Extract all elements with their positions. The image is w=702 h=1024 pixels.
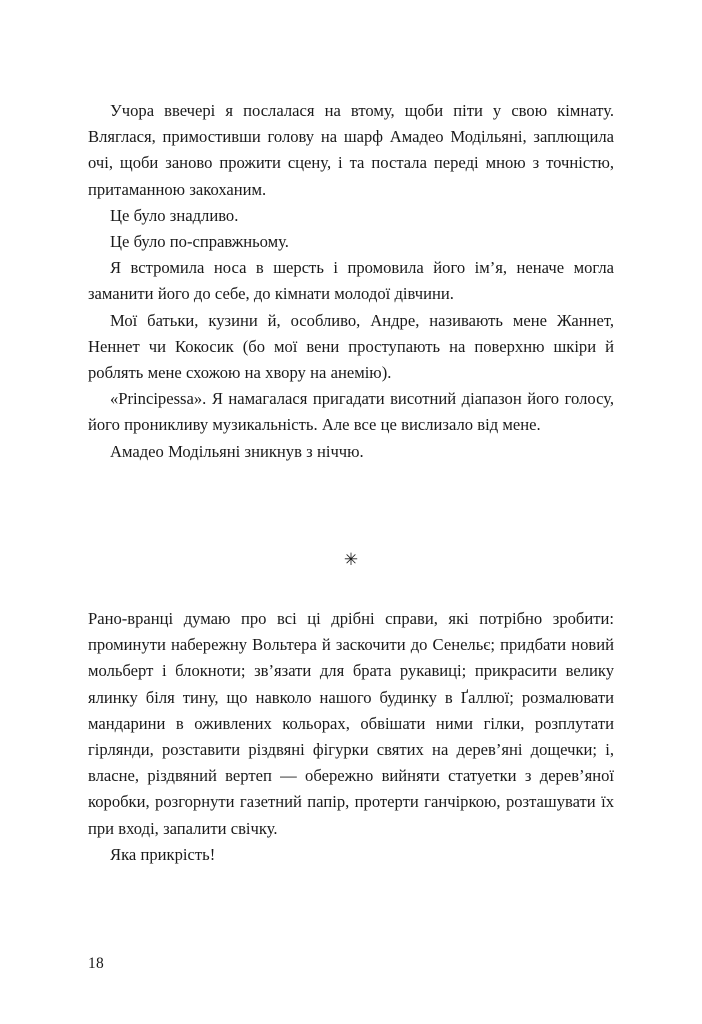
paragraph: Мої батьки, кузини й, особливо, Андре, називають мене Жаннет, Неннет чи Кокосик (бо мої вени проступають на поверхню шкіри й роблять мене схожою на хвору на анемію). <box>88 310 614 383</box>
paragraph: Амадео Модільяні зникнув з ніччю. <box>110 441 364 461</box>
paragraph: Рано-вранці думаю про всі ці дрібні справи, які потрібно зробити: проминути набережну Вольтера й заскочити до Сенельє; придбати новий мольберт і блокноти; зв’язати для брата рукавиці; прикрасити велику ялинку біля тину, що навколо нашого будинку в Ґаллюї; розмалювати мандарини в оживлених кольорах, обвішати ними гілки, розплутати гірлянди, розставити різдвяні фігурки святих на дерев’яні дощечки; і, власне, різдвяний вертеп — обережно вийняти статуетки з дерев’яної коробки, розгорнути газетний папір, протерти ганчіркою, розташувати їх при вході, запалити свічку. <box>88 609 614 838</box>
page-number: 18 <box>88 955 105 972</box>
asterisk-section-break: ✳ <box>343 550 359 569</box>
paragraph: Я встромила носа в шерсть і промовила його ім’я, неначе могла заманити його до себе, до кімнати молодої дівчини. <box>88 258 614 304</box>
paragraph: Це було по-справжньому. <box>110 232 289 252</box>
section-one <box>88 98 614 465</box>
paragraph: Яка прикрість! <box>110 844 216 864</box>
paragraph: Це було знадливо. <box>110 205 239 225</box>
paragraph: Учора ввечері я послалася на втому, щоби піти у свою кімнату. Вляглася, примостивши голову на шарф Амадео Модільяні, заплющила очі, щоби заново прожити сцену, і та постала переді мною з точністю, притаманною закоханим. <box>88 101 614 199</box>
page-text-block <box>88 98 614 864</box>
paragraph: «Principessa». Я намагалася пригадати висотний діапазон його голосу, його проникливу музикальність. Але все це вислизало від мене. <box>88 389 614 435</box>
section-two <box>88 606 614 868</box>
